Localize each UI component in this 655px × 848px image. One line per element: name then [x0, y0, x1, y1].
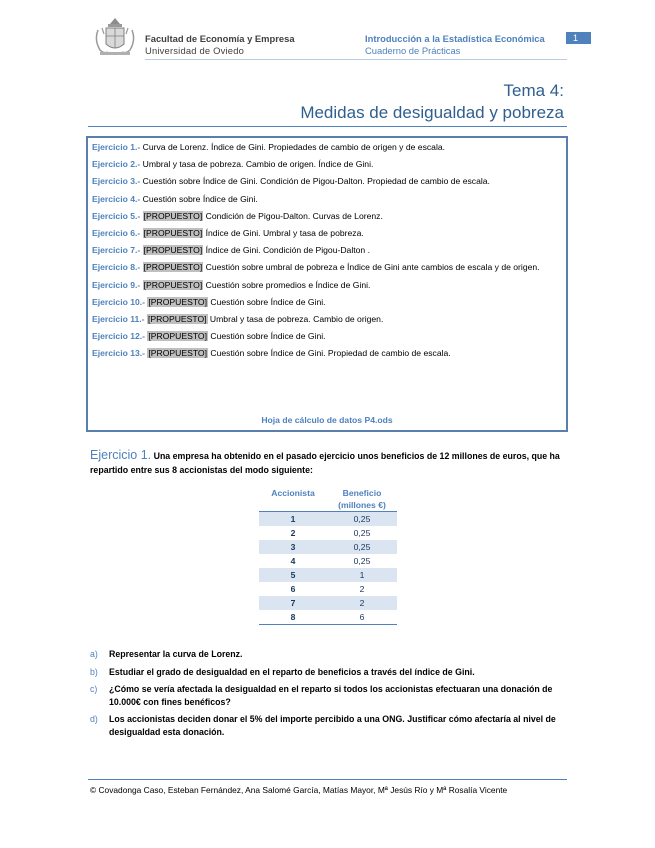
question-item	[90, 666, 566, 679]
exercise-1-text: Una empresa ha obtenido en el pasado ejercicio unos beneficios de 12 millones de euros, que ha repartido entre sus 8 accionistas del modo siguiente:	[90, 451, 560, 475]
table-row	[259, 582, 397, 596]
table-body	[259, 512, 397, 625]
course-name: Introducción a la Estadística Económica	[365, 33, 545, 44]
page-number: 1	[566, 32, 591, 44]
cell-beneficio: 0,25	[327, 540, 397, 554]
question-item	[90, 713, 566, 738]
cell-beneficio: 6	[327, 610, 397, 625]
cell-beneficio: 2	[327, 596, 397, 610]
proposed-tag: [PROPUESTO]	[148, 331, 208, 342]
index-item	[92, 297, 562, 309]
table-row	[259, 596, 397, 610]
index-item-label[interactable]: Ejercicio 6.-	[92, 227, 141, 238]
index-item-text: Cuestión sobre Índice de Gini. Propiedad de cambio de escala.	[208, 348, 451, 359]
university-crest-logo	[94, 16, 136, 56]
index-item	[92, 176, 562, 188]
question-text: Los accionistas deciden donar el 5% del importe percibido a una ONG. Justificar cómo afectaría al nivel de desigualdad esta donación.	[109, 714, 556, 737]
cell-accionista: 1	[259, 512, 327, 527]
index-item	[92, 159, 562, 171]
question-letter: b)	[90, 666, 98, 677]
header-institution	[145, 33, 295, 57]
index-item-label[interactable]: Ejercicio 1.-	[92, 142, 141, 152]
table-row	[259, 554, 397, 568]
page-title	[300, 80, 564, 124]
question-text: Estudiar el grado de desigualdad en el reparto de beneficios a través del índice de Gini.	[109, 666, 475, 677]
index-item-text: Cuestión sobre umbral de pobreza e Índice de Gini ante cambios de escala y de origen.	[203, 262, 540, 273]
index-item-text: Cuestión sobre Índice de Gini.	[208, 331, 326, 342]
proposed-tag: [PROPUESTO]	[143, 227, 203, 238]
header-divider	[145, 59, 567, 60]
proposed-tag: [PROPUESTO]	[143, 279, 203, 290]
cell-beneficio: 0,25	[353, 528, 371, 538]
index-item	[92, 245, 562, 257]
question-letter: c)	[90, 684, 98, 694]
question-letter: a)	[90, 649, 98, 659]
cell-accionista: 7	[259, 596, 327, 610]
table-row	[259, 610, 397, 625]
table-row	[259, 512, 397, 527]
index-item-text: Umbral y tasa de pobreza. Cambio de origen. Índice de Gini.	[140, 159, 374, 170]
index-item	[92, 280, 562, 292]
table-row	[259, 540, 397, 554]
cell-accionista: 6	[290, 584, 296, 594]
index-item-label[interactable]: Ejercicio 5.-	[92, 210, 141, 221]
proposed-tag: [PROPUESTO]	[143, 245, 203, 256]
index-item-label[interactable]: Ejercicio 10.-	[92, 296, 146, 307]
index-item-label[interactable]: Ejercicio 9.-	[92, 279, 141, 290]
index-item-text: Índice de Gini. Condición de Pigou-Dalton .	[203, 245, 370, 256]
index-item	[92, 262, 562, 274]
cell-accionista: 5	[259, 568, 327, 582]
cell-accionista: 2	[290, 528, 296, 538]
column-header-beneficio: Beneficio (millones €)	[327, 487, 397, 512]
cell-accionista: 3	[259, 540, 327, 554]
title-topic: Tema 4:	[503, 81, 564, 100]
header-course	[365, 33, 545, 57]
exercise-index-list	[92, 142, 562, 360]
exercise-1-statement	[90, 448, 566, 477]
index-item-text: Condición de Pigou-Dalton. Curvas de Lorenz.	[203, 210, 383, 221]
notebook-name: Cuaderno de Prácticas	[365, 45, 461, 56]
index-item	[92, 348, 562, 360]
index-item-text: Cuestión sobre Índice de Gini.	[208, 296, 326, 307]
index-item	[92, 314, 562, 326]
proposed-tag: [PROPUESTO]	[143, 210, 203, 221]
cell-accionista: 4	[290, 556, 296, 566]
exercise-1-questions	[90, 648, 566, 743]
index-item-label[interactable]: Ejercicio 4.-	[92, 193, 141, 204]
footer-divider	[88, 779, 567, 780]
exercise-1-heading: Ejercicio 1.	[90, 448, 152, 462]
faculty-name: Facultad de Economía y Empresa	[145, 33, 295, 44]
question-text: Representar la curva de Lorenz.	[109, 649, 243, 659]
table-row	[259, 526, 397, 540]
index-item	[92, 228, 562, 240]
index-item-text: Cuestión sobre promedios e Índice de Gini.	[203, 279, 371, 290]
cell-beneficio: 0,25	[327, 512, 397, 527]
index-item-text: Cuestión sobre Índice de Gini. Condición de Pigou-Dalton. Propiedad de cambio de escala.	[140, 176, 490, 187]
university-name: Universidad de Oviedo	[145, 45, 245, 56]
cell-accionista: 8	[259, 610, 327, 625]
question-item	[90, 683, 566, 708]
table-header-row	[259, 487, 397, 512]
proposed-tag: [PROPUESTO]	[148, 296, 208, 307]
index-item	[92, 194, 562, 206]
proposed-tag: [PROPUESTO]	[147, 313, 207, 324]
question-letter: d)	[90, 714, 98, 724]
index-item-label[interactable]: Ejercicio 3.-	[92, 176, 141, 187]
question-text: ¿Cómo se vería afectada la desigualdad en el reparto si todos los accionistas efectuaran una donación de 10.000€ con fines benéficos?	[109, 684, 553, 707]
cell-beneficio: 0,25	[353, 556, 371, 566]
index-item	[92, 331, 562, 343]
cell-beneficio: 1	[327, 568, 397, 582]
index-item	[92, 211, 562, 223]
shareholder-table	[259, 487, 397, 625]
index-item-label[interactable]: Ejercicio 8.-	[92, 262, 141, 273]
cell-beneficio: 2	[359, 584, 365, 594]
index-item-label[interactable]: Ejercicio 12.-	[92, 331, 146, 342]
title-divider	[88, 126, 567, 127]
index-item	[92, 142, 562, 154]
proposed-tag: [PROPUESTO]	[148, 348, 208, 359]
exercise-index-box	[86, 136, 568, 432]
index-item-label[interactable]: Ejercicio 13.-	[92, 348, 146, 359]
index-item-label[interactable]: Ejercicio 2.-	[92, 159, 141, 170]
table-row	[259, 568, 397, 582]
column-header-accionista: Accionista	[259, 487, 327, 512]
index-item-text: Curva de Lorenz. Índice de Gini. Propiedades de cambio de origen y de escala.	[140, 142, 446, 152]
index-item-label[interactable]: Ejercicio 7.-	[92, 245, 141, 256]
proposed-tag: [PROPUESTO]	[143, 262, 203, 273]
question-item	[90, 648, 566, 661]
spreadsheet-link[interactable]: Hoja de cálculo de datos P4.ods	[261, 415, 393, 425]
index-item-text: Cuestión sobre Índice de Gini.	[140, 193, 258, 204]
title-subject: Medidas de desigualdad y pobreza	[300, 103, 564, 122]
index-item-label[interactable]: Ejercicio 11.-	[92, 313, 145, 324]
index-item-text: Umbral y tasa de pobreza. Cambio de origen.	[207, 313, 384, 324]
footer-credits: © Covadonga Caso, Esteban Fernández, Ana Salomé García, Matías Mayor, Mª Jesús Río y Mª Rosalía Vicente	[90, 785, 508, 795]
index-item-text: Índice de Gini. Umbral y tasa de pobreza.	[203, 227, 364, 238]
